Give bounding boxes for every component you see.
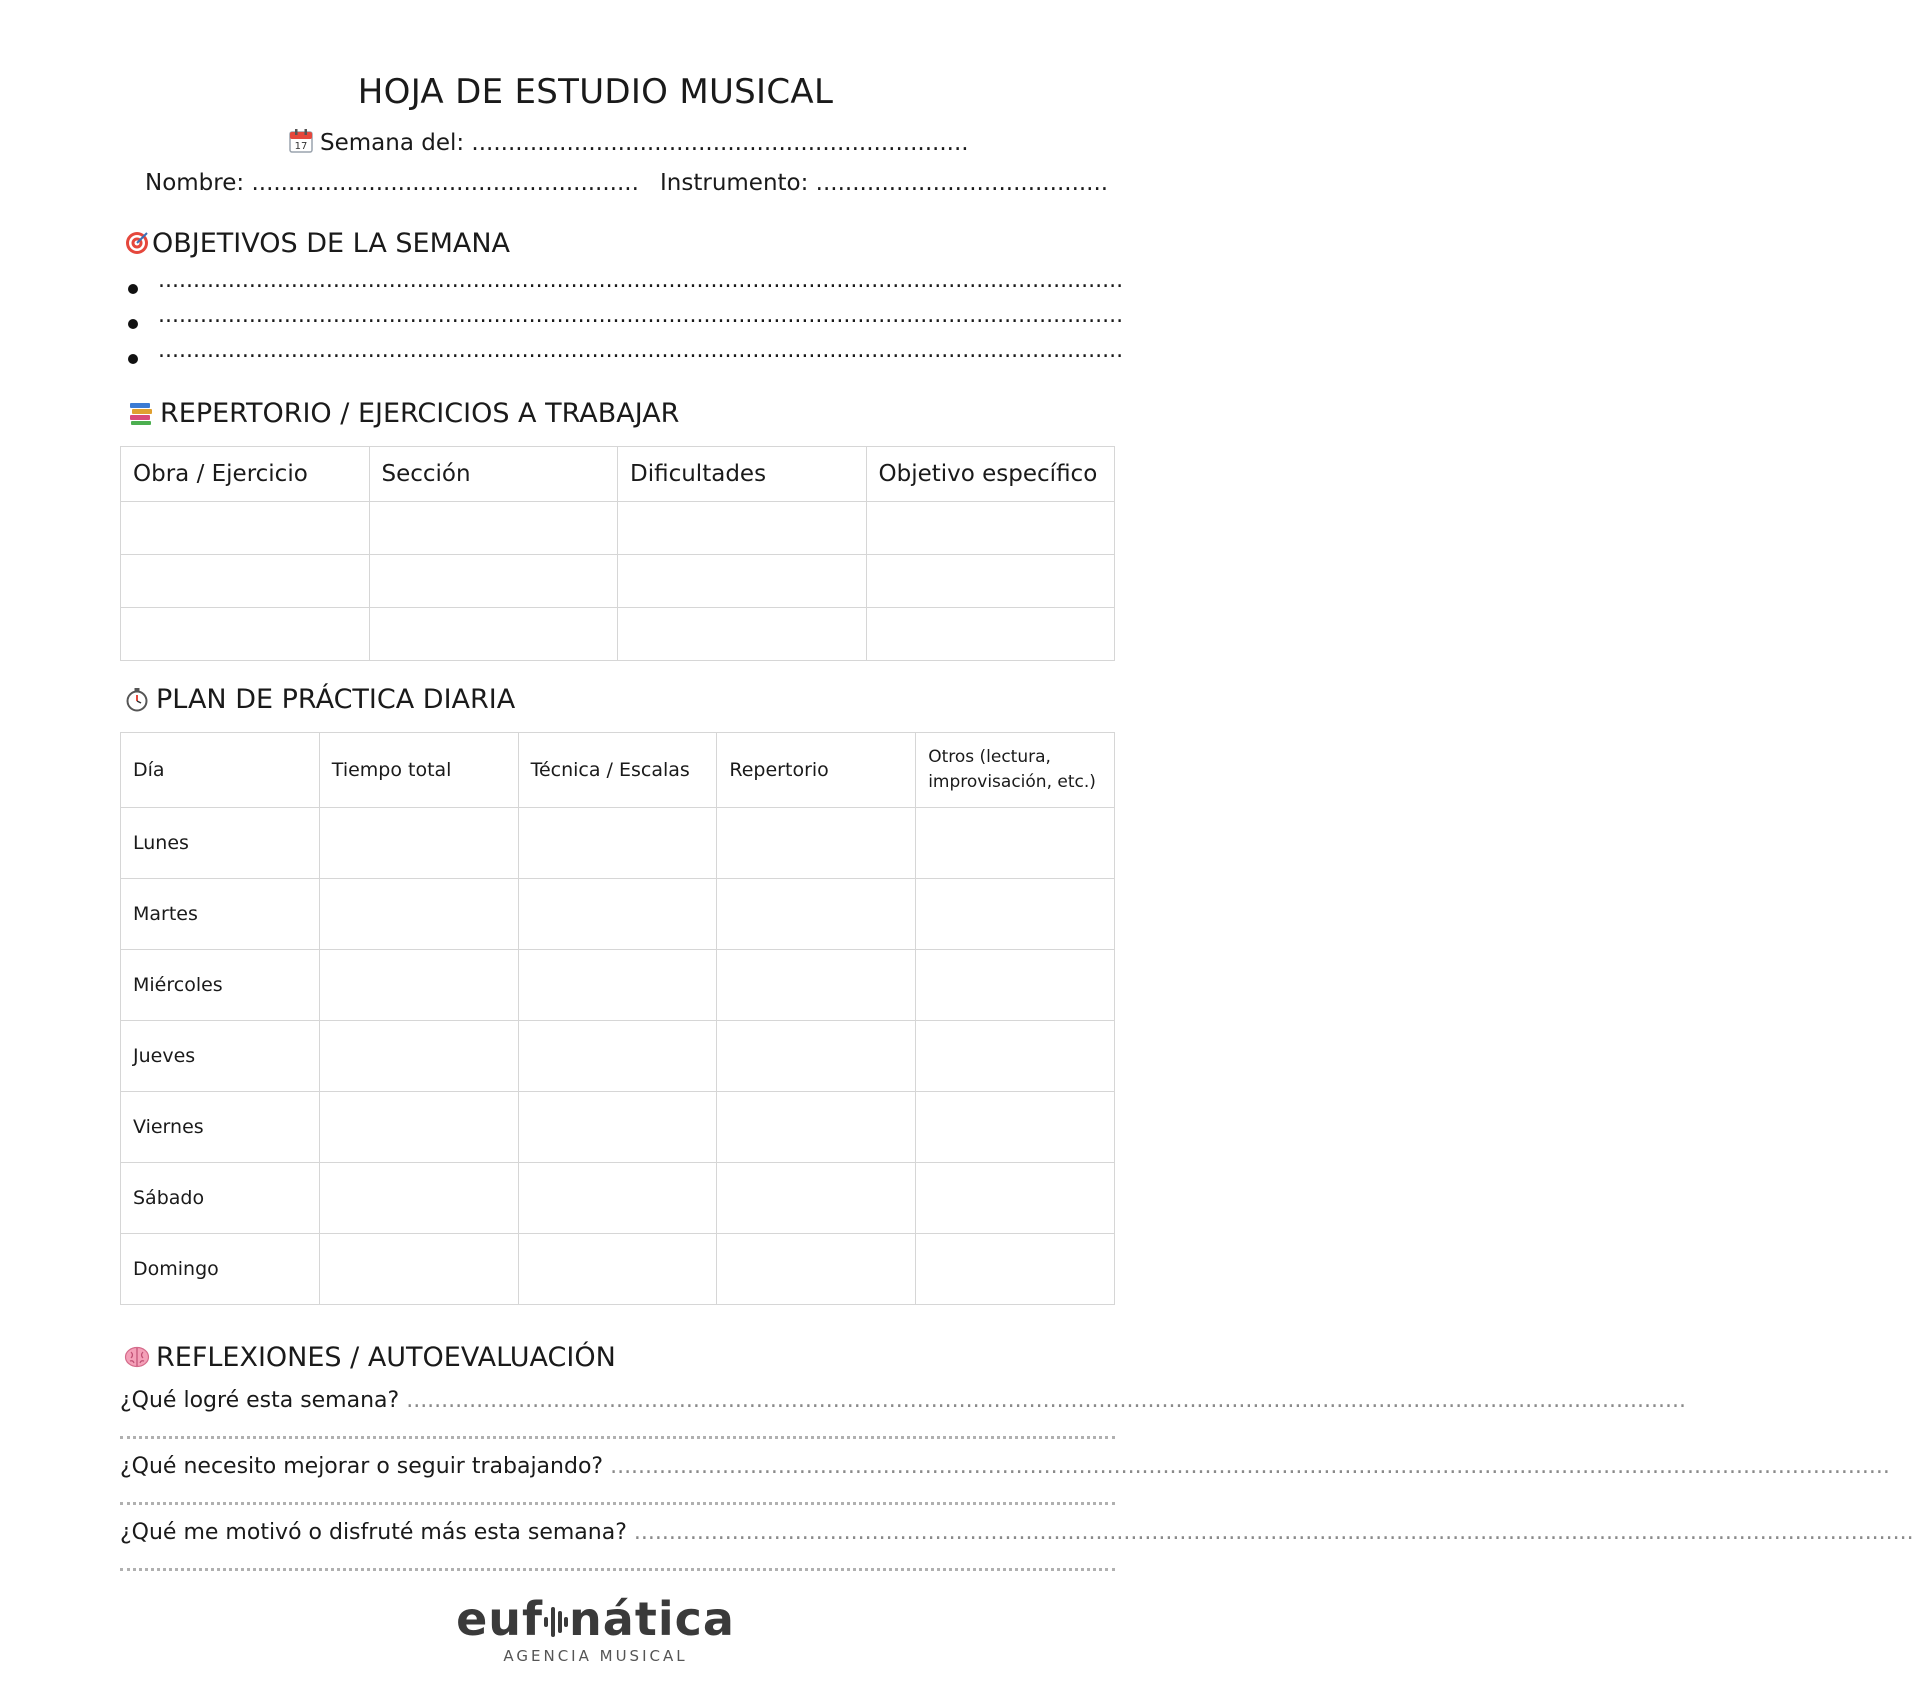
- table-cell[interactable]: [518, 879, 717, 950]
- table-row: [121, 879, 1115, 950]
- reflection-question-3[interactable]: [120, 1520, 1914, 1545]
- repertoire-heading: [128, 398, 679, 429]
- objectives-heading-text: OBJETIVOS DE LA SEMANA: [152, 228, 511, 259]
- table-cell[interactable]: [319, 808, 518, 879]
- table-cell[interactable]: [717, 1234, 916, 1305]
- table-cell[interactable]: [866, 555, 1115, 608]
- table-row: [121, 1163, 1115, 1234]
- objective-line: ..........................................................................................................................................: [158, 338, 1124, 363]
- table-cell[interactable]: [717, 1092, 916, 1163]
- table-cell[interactable]: [121, 502, 370, 555]
- list-item[interactable]: [128, 338, 1124, 381]
- table-header-row: [121, 733, 1115, 808]
- name-field[interactable]: Nombre: .....................................................: [145, 170, 639, 196]
- objective-line: ..........................................................................................................................................: [158, 268, 1124, 293]
- plan-heading-text: PLAN DE PRÁCTICA DIARIA: [156, 684, 516, 715]
- table-cell[interactable]: [916, 1021, 1115, 1092]
- table-cell[interactable]: [121, 608, 370, 661]
- table-row: [121, 808, 1115, 879]
- objective-line: ..........................................................................................................................................: [158, 303, 1124, 328]
- table-cell[interactable]: [717, 1163, 916, 1234]
- table-row: [121, 950, 1115, 1021]
- table-row: [121, 608, 1115, 661]
- day-cell: Miércoles: [121, 950, 320, 1021]
- table-cell[interactable]: [319, 1234, 518, 1305]
- day-cell: Lunes: [121, 808, 320, 879]
- plan-table: [120, 732, 1115, 1305]
- table-cell[interactable]: [518, 1021, 717, 1092]
- column-header: Obra / Ejercicio: [121, 447, 370, 502]
- brand-tagline: AGENCIA MUSICAL: [503, 1647, 688, 1665]
- table-cell[interactable]: [717, 950, 916, 1021]
- repertoire-heading-text: REPERTORIO / EJERCICIOS A TRABAJAR: [160, 398, 680, 429]
- brand-logo: [0, 1592, 1191, 1646]
- table-cell[interactable]: [319, 950, 518, 1021]
- table-cell[interactable]: [319, 1092, 518, 1163]
- table-cell[interactable]: [916, 808, 1115, 879]
- answer-dotted-line[interactable]: [120, 1568, 1115, 1571]
- table-cell[interactable]: [916, 879, 1115, 950]
- table-cell[interactable]: [518, 950, 717, 1021]
- table-cell[interactable]: [369, 502, 618, 555]
- reflection-question-1[interactable]: [120, 1388, 1686, 1413]
- answer-line: .......................................................................................................................................................................................: [633, 1520, 1914, 1545]
- reflections-heading-text: REFLEXIONES / AUTOEVALUACIÓN: [156, 1342, 616, 1373]
- table-cell[interactable]: [866, 608, 1115, 661]
- logo-text-left: euf: [456, 1592, 544, 1646]
- table-cell[interactable]: [916, 1163, 1115, 1234]
- week-label: Semana del: ....................................................................: [320, 130, 969, 156]
- instrument-field[interactable]: Instrumento: ........................................: [660, 170, 1109, 196]
- day-cell: Martes: [121, 879, 320, 950]
- reflections-heading: [124, 1342, 616, 1373]
- table-row: [121, 1021, 1115, 1092]
- column-header: Objetivo específico: [866, 447, 1115, 502]
- day-cell: Viernes: [121, 1092, 320, 1163]
- day-cell: Sábado: [121, 1163, 320, 1234]
- brain-icon: [124, 1344, 150, 1370]
- page-title: HOJA DE ESTUDIO MUSICAL: [357, 72, 834, 112]
- soundwave-icon: [543, 1601, 569, 1641]
- table-cell[interactable]: [369, 608, 618, 661]
- bullet-dot: [128, 319, 138, 329]
- table-row: [121, 1092, 1115, 1163]
- table-cell[interactable]: [916, 1092, 1115, 1163]
- table-cell[interactable]: [518, 1163, 717, 1234]
- column-header: Sección: [369, 447, 618, 502]
- svg-text:17: 17: [294, 141, 308, 152]
- column-header: Tiempo total: [319, 733, 518, 808]
- table-row: [121, 555, 1115, 608]
- column-header: Dificultades: [618, 447, 867, 502]
- bullet-dot: [128, 354, 138, 364]
- table-cell[interactable]: [518, 1092, 717, 1163]
- answer-dotted-line[interactable]: [120, 1436, 1115, 1439]
- table-cell[interactable]: [717, 879, 916, 950]
- objectives-list: [128, 268, 1124, 381]
- table-cell[interactable]: [518, 808, 717, 879]
- table-cell[interactable]: [618, 555, 867, 608]
- question-text: ¿Qué necesito mejorar o seguir trabajando?: [120, 1454, 604, 1479]
- table-row: [121, 1234, 1115, 1305]
- table-cell[interactable]: [618, 502, 867, 555]
- bullet-dot: [128, 284, 138, 294]
- books-icon: [128, 400, 154, 426]
- answer-dotted-line[interactable]: [120, 1502, 1115, 1505]
- plan-heading: [124, 684, 515, 715]
- week-field[interactable]: [288, 128, 969, 156]
- target-icon: [124, 230, 150, 256]
- table-header-row: [121, 447, 1115, 502]
- calendar-icon: [288, 128, 314, 154]
- table-cell[interactable]: [319, 1021, 518, 1092]
- column-header: Repertorio: [717, 733, 916, 808]
- stopwatch-icon: [124, 686, 150, 712]
- table-cell[interactable]: [916, 1234, 1115, 1305]
- question-text: ¿Qué me motivó o disfruté más esta semana?: [120, 1520, 627, 1545]
- table-cell[interactable]: [518, 1234, 717, 1305]
- table-cell[interactable]: [121, 555, 370, 608]
- table-cell[interactable]: [916, 950, 1115, 1021]
- answer-line: .......................................................................................................................................................................................: [610, 1454, 1890, 1479]
- table-cell[interactable]: [717, 808, 916, 879]
- table-cell[interactable]: [319, 1163, 518, 1234]
- question-text: ¿Qué logré esta semana?: [120, 1388, 400, 1413]
- column-header: Otros (lectura, improvisación, etc.): [916, 733, 1115, 808]
- logo-text-right: nática: [569, 1592, 735, 1646]
- column-header: Día: [121, 733, 320, 808]
- table-cell[interactable]: [319, 879, 518, 950]
- table-cell[interactable]: [369, 555, 618, 608]
- objectives-heading: [124, 228, 510, 259]
- repertoire-table: [120, 446, 1115, 661]
- reflection-question-2[interactable]: [120, 1454, 1890, 1479]
- table-cell[interactable]: [618, 608, 867, 661]
- day-cell: Domingo: [121, 1234, 320, 1305]
- day-cell: Jueves: [121, 1021, 320, 1092]
- column-header: Técnica / Escalas: [518, 733, 717, 808]
- table-cell[interactable]: [717, 1021, 916, 1092]
- answer-line: .......................................................................................................................................................................................: [406, 1388, 1686, 1413]
- table-row: [121, 502, 1115, 555]
- table-cell[interactable]: [866, 502, 1115, 555]
